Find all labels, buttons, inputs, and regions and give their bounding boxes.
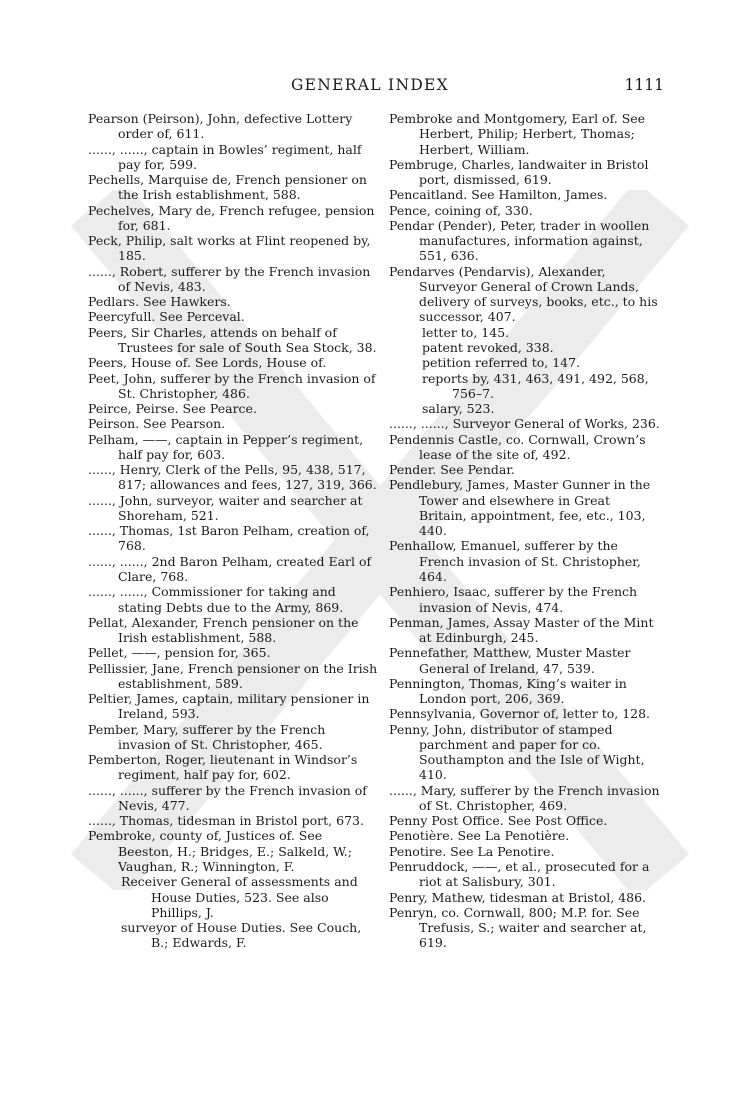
index-entry: Peck, Philip, salt works at Flint reopened by, 185. [88, 233, 375, 264]
index-entry: Pennsylvania, Governor of, letter to, 128. [389, 706, 651, 722]
index-entry: Penruddock, ——, et al., prosecuted for a riot at Salisbury, 301. [389, 859, 654, 890]
index-entry: salary, 523. [422, 401, 495, 417]
index-entry: ......, Mary, sufferer by the French invasion of St. Christopher, 469. [389, 782, 664, 813]
index-entry: Penman, James, Assay Master of the Mint at Edinburgh, 245. [389, 614, 658, 646]
index-entry: ......, Robert, sufferer by the French invasion of Nevis, 483. [88, 263, 375, 294]
index-entry: Pembruge, Charles, landwaiter in Bristol port, dismissed, 619. [389, 156, 653, 188]
index-entry: Pember, Mary, sufferer by the French invasion of St. Christopher, 465. [88, 721, 330, 752]
index-entry: Pence, coining of, 330. [389, 202, 533, 218]
index-entry: Peltier, James, captain, military pensioner in Ireland, 593. [88, 691, 374, 722]
index-entry: Pendennis Castle, co. Cornwall, Crown’s lease of the site of, 492. [389, 431, 650, 462]
index-entry: Pembroke and Montgomery, Earl of. See Herbert, Philip; Herbert, Thomas; Herbert, William. [389, 111, 650, 157]
index-entry: ......, ......, Commissioner for taking and stating Debts due to the Army, 869. [88, 584, 344, 615]
index-entry: Pennefather, Matthew, Muster Master General of Ireland, 47, 539. [389, 645, 635, 676]
index-entry: patent revoked, 338. [422, 339, 554, 355]
index-entry: Penry, Mathew, tidesman at Bristol, 486. [389, 889, 647, 905]
index-entry: Pechelves, Mary de, French refugee, pension for, 681. [88, 202, 379, 233]
index-entry: Pemberton, Roger, lieutenant in Windsor’s regiment, half pay for, 602. [88, 752, 362, 783]
index-entry: Peirson. See Pearson. [88, 416, 226, 432]
index-entry: ......, John, surveyor, waiter and searcher at Shoreham, 521. [88, 492, 367, 523]
index-entry: ......, ......, Surveyor General of Works, 236. [389, 416, 660, 432]
index-entry: ......, Thomas, 1st Baron Pelham, creation of, 768. [88, 523, 374, 554]
index-entry: ......, Thomas, tidesman in Bristol port, 673. [88, 813, 364, 829]
index-entry: Peirce, Peirse. See Pearce. [88, 401, 257, 417]
index-entry: Pellissier, Jane, French pensioner on the Irish establishment, 589. [88, 660, 382, 691]
index-entry: letter to, 145. [422, 324, 510, 340]
index-column-left [88, 111, 382, 951]
index-entry: Penhallow, Emanuel, sufferer by the French invasion of St. Christopher, 464. [389, 538, 645, 584]
index-entry: Pembroke, county of, Justices of. See Beeston, H.; Bridges, E.; Salkeld, W.; Vaughan, R.; Winnington, F. [88, 828, 356, 875]
index-entry: Pellat, Alexander, French pensioner on the Irish establishment, 588. [88, 614, 363, 646]
index-entry: ......, Henry, Clerk of the Pells, 95, 438, 517, 817; allowances and fees, 127, 319, 366. [88, 462, 377, 493]
index-entry: petition referred to, 147. [422, 355, 581, 371]
index-entry: Peers, House of. See Lords, House of. [88, 355, 327, 371]
index-entry: Pendlebury, James, Master Gunner in the Tower and elsewhere in Great Britain, appointment, fee, etc., 103, 440. [389, 477, 655, 539]
index-entry: Pechells, Marquise de, French pensioner on the Irish establishment, 588. [88, 172, 371, 203]
index-entry: Penryn, co. Cornwall, 800; M.P. for. See Trefusis, S.; waiter and searcher at, 619. [389, 904, 651, 951]
index-entry: Penny Post Office. See Post Office. [389, 813, 608, 829]
index-entry: Pelham, ——, captain in Pepper’s regiment, half pay for, 603. [88, 431, 368, 462]
index-column-right [389, 111, 664, 951]
index-entry: Receiver General of assessments and House Duties, 523. See also Phillips, J. [121, 874, 362, 920]
index-entry: Peers, Sir Charles, attends on behalf of Trustees for sale of South Sea Stock, 38. [88, 324, 377, 355]
index-entry: reports by, 431, 463, 491, 492, 568, 756–7. [422, 370, 653, 401]
index-entry: Pennington, Thomas, King’s waiter in London port, 206, 369. [389, 675, 631, 707]
index-entry: Pender. See Pendar. [389, 462, 515, 478]
index-entry: Pellet, ——, pension for, 365. [88, 645, 271, 661]
index-entry: Penny, John, distributor of stamped parchment and paper for co. Southampton and the Isle of Wight, 410. [389, 721, 649, 783]
index-entry: Penotière. See La Penotière. [389, 828, 570, 844]
index-entry: Peercyfull. See Perceval. [88, 309, 245, 325]
index-entry: Pedlars. See Hawkers. [88, 294, 231, 310]
index-entry: Penotire. See La Penotire. [389, 843, 555, 859]
index-entry: surveyor of House Duties. See Couch, B.; Edwards, F. [121, 920, 366, 951]
index-entry: ......, ......, sufferer by the French invasion of Nevis, 477. [88, 782, 371, 813]
page-number: 1111 [624, 76, 664, 94]
index-entry: Pendar (Pender), Peter, trader in woollen manufactures, information against, 551, 636. [389, 217, 654, 264]
index-entry: Penhiero, Isaac, sufferer by the French invasion of Nevis, 474. [389, 584, 642, 615]
index-entry: Pencaitland. See Hamilton, James. [389, 187, 608, 203]
index-entry: Pendarves (Pendarvis), Alexander, Surveyor General of Crown Lands, delivery of surveys, books, etc., to his successor, 407. [389, 263, 662, 325]
index-entry: Peet, John, sufferer by the French invasion of St. Christopher, 486. [88, 370, 380, 401]
index-entry: ......, ......, 2nd Baron Pelham, created Earl of Clare, 768. [88, 553, 376, 584]
index-entry: Pearson (Peirson), John, defective Lottery order of, 611. [88, 111, 357, 142]
running-title: GENERAL INDEX [290, 76, 450, 94]
index-entry: ......, ......, captain in Bowles’ regiment, half pay for, 599. [88, 141, 366, 172]
